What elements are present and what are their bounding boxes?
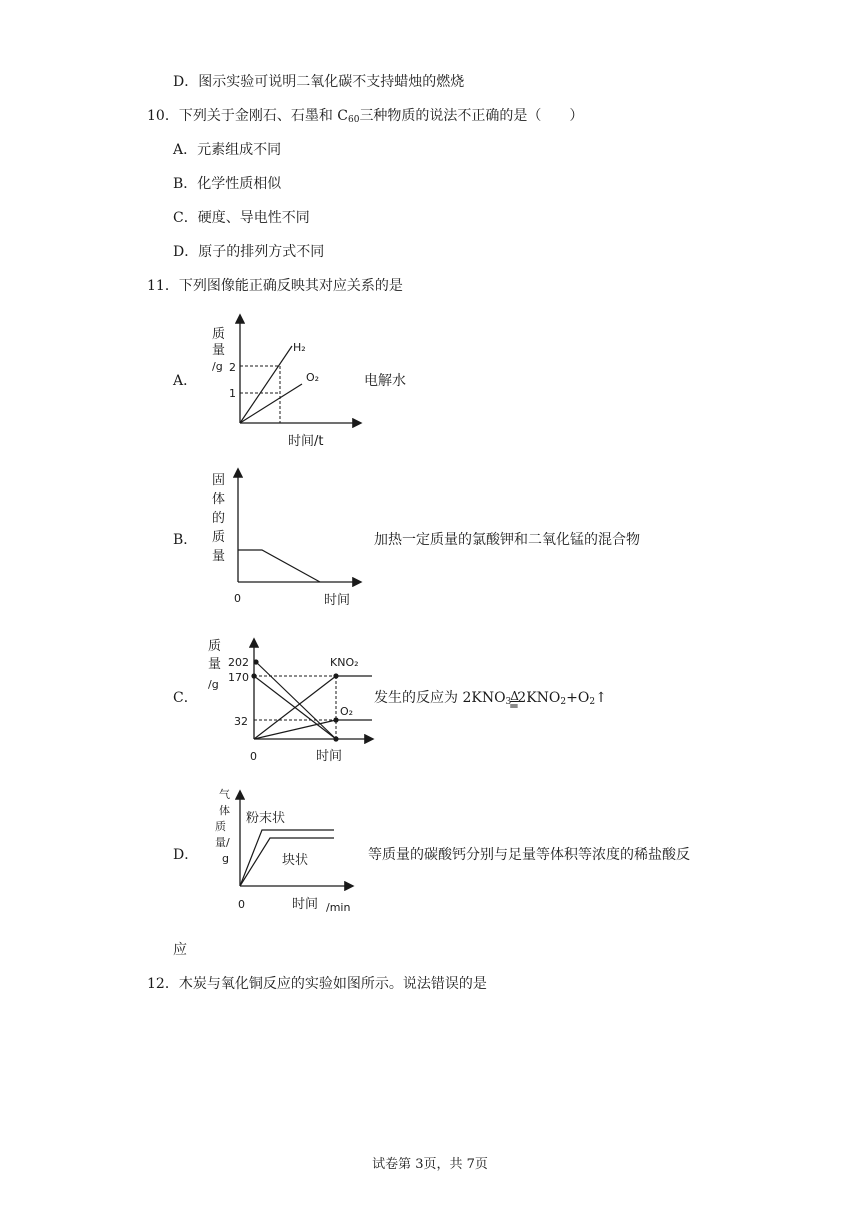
c-desc-post: ↑ <box>595 690 607 706</box>
graph-a-series-h2: H₂ <box>293 341 306 354</box>
q11-graph-d <box>200 784 365 920</box>
graph-d-ylabel-1: 气 <box>219 788 230 801</box>
graph-b-ylabel-1: 固 <box>212 473 226 488</box>
q11-graph-a <box>200 308 370 450</box>
graph-a-ylabel-2: 量 <box>212 343 226 358</box>
q11-option-c-letter: C． <box>173 690 198 706</box>
graph-a-tick-2: 2 <box>229 361 236 374</box>
q11-option-c-desc: 发生的反应为 $2KNO_3$ Δ ═ $2KNO_2+O_2↑$ <box>374 689 607 713</box>
graph-c-tick-170: 170 <box>228 671 249 684</box>
graph-a-series-o2: O₂ <box>306 371 320 384</box>
graph-b-origin: 0 <box>234 592 241 605</box>
q10-option-d: D．原子的排列方式不同 <box>173 244 325 260</box>
q12-stem: 12．木炭与氧化铜反应的实验如图所示。说法错误的是 <box>147 976 487 992</box>
q10-stem-post: 三种物质的说法不正确的是（ ） <box>359 108 584 124</box>
c-desc-mid: 2KNO <box>517 690 561 706</box>
graph-c-tick-32: 32 <box>234 715 248 728</box>
q11-option-d-letter: D． <box>173 847 199 863</box>
q11-option-b-letter: B． <box>173 532 198 548</box>
graph-a-tick-1: 1 <box>229 387 236 400</box>
graph-c-ylabel-2: 量 <box>208 657 222 672</box>
c-desc-delta: Δ <box>510 689 519 703</box>
graph-c-series-o2: O₂ <box>340 705 354 718</box>
graph-a-xlabel: 时间/t <box>288 434 324 449</box>
q11-graph-b <box>200 462 370 610</box>
graph-a-ylabel-3: /g <box>212 360 223 373</box>
graph-c-origin: 0 <box>250 750 257 763</box>
graph-c-tick-202: 202 <box>228 656 249 669</box>
q11-option-b-desc: 加热一定质量的氯酸钾和二氧化锰的混合物 <box>374 532 640 548</box>
graph-b-ylabel-5: 量 <box>212 549 226 564</box>
c-desc-sub1: 3 <box>505 697 512 707</box>
graph-d-series-powder: 粉末状 <box>246 811 286 826</box>
q9-option-d: D．图示实验可说明二氧化碳不支持蜡烛的燃烧 <box>173 74 465 90</box>
q11-option-d-desc: 等质量的碳酸钙分别与足量等体积等浓度的稀盐酸反 <box>368 847 690 863</box>
graph-d-xunit: /min <box>326 901 351 914</box>
graph-b-xlabel: 时间 <box>324 593 351 608</box>
c-desc-sub3: 2 <box>589 697 596 707</box>
graph-b-ylabel-2: 体 <box>212 492 226 507</box>
c-desc-sub2: 2 <box>560 697 567 707</box>
q10-stem <box>147 106 583 130</box>
graph-d-ylabel-2: 体 <box>219 804 230 817</box>
graph-c-xlabel: 时间 <box>316 749 343 764</box>
q10-stem-pre: 10．下列关于金刚石、石墨和 C <box>147 108 348 124</box>
graph-d-ylabel-3: 质 <box>215 820 226 833</box>
q10-option-a: A．元素组成不同 <box>173 142 282 158</box>
page-footer: 试卷第 3页，共 7页 <box>372 1157 488 1172</box>
q11-option-a-letter: A． <box>173 373 198 389</box>
graph-d-xlabel: 时间 <box>292 897 319 912</box>
graph-a-ylabel-1: 质 <box>212 327 226 342</box>
q11-option-d-desc-wrap: 应 <box>173 942 187 958</box>
graph-d-origin: 0 <box>238 898 245 911</box>
graph-c-ylabel-3: /g <box>208 678 219 691</box>
q11-stem: 11．下列图像能正确反映其对应关系的是 <box>147 278 403 294</box>
c-desc-plus: +O <box>566 690 590 706</box>
graph-c-ylabel-1: 质 <box>208 639 222 654</box>
q11-option-a-desc: 电解水 <box>364 373 406 389</box>
graph-d-ylabel-4: 量/ <box>215 836 230 849</box>
q10-option-b: B．化学性质相似 <box>173 176 282 192</box>
graph-d-series-lump: 块状 <box>282 853 309 868</box>
q11-graph-c <box>200 632 375 770</box>
graph-c-series-kno2: KNO₂ <box>330 656 359 669</box>
c-desc-pre: 发生的反应为 2KNO <box>374 690 506 706</box>
q10-stem-subscript: 60 <box>347 115 360 125</box>
graph-b-ylabel-3: 的 <box>212 511 226 526</box>
graph-b-ylabel-4: 质 <box>212 530 226 545</box>
q10-option-c: C．硬度、导电性不同 <box>173 210 310 226</box>
graph-d-ylabel-5: g <box>222 852 229 865</box>
